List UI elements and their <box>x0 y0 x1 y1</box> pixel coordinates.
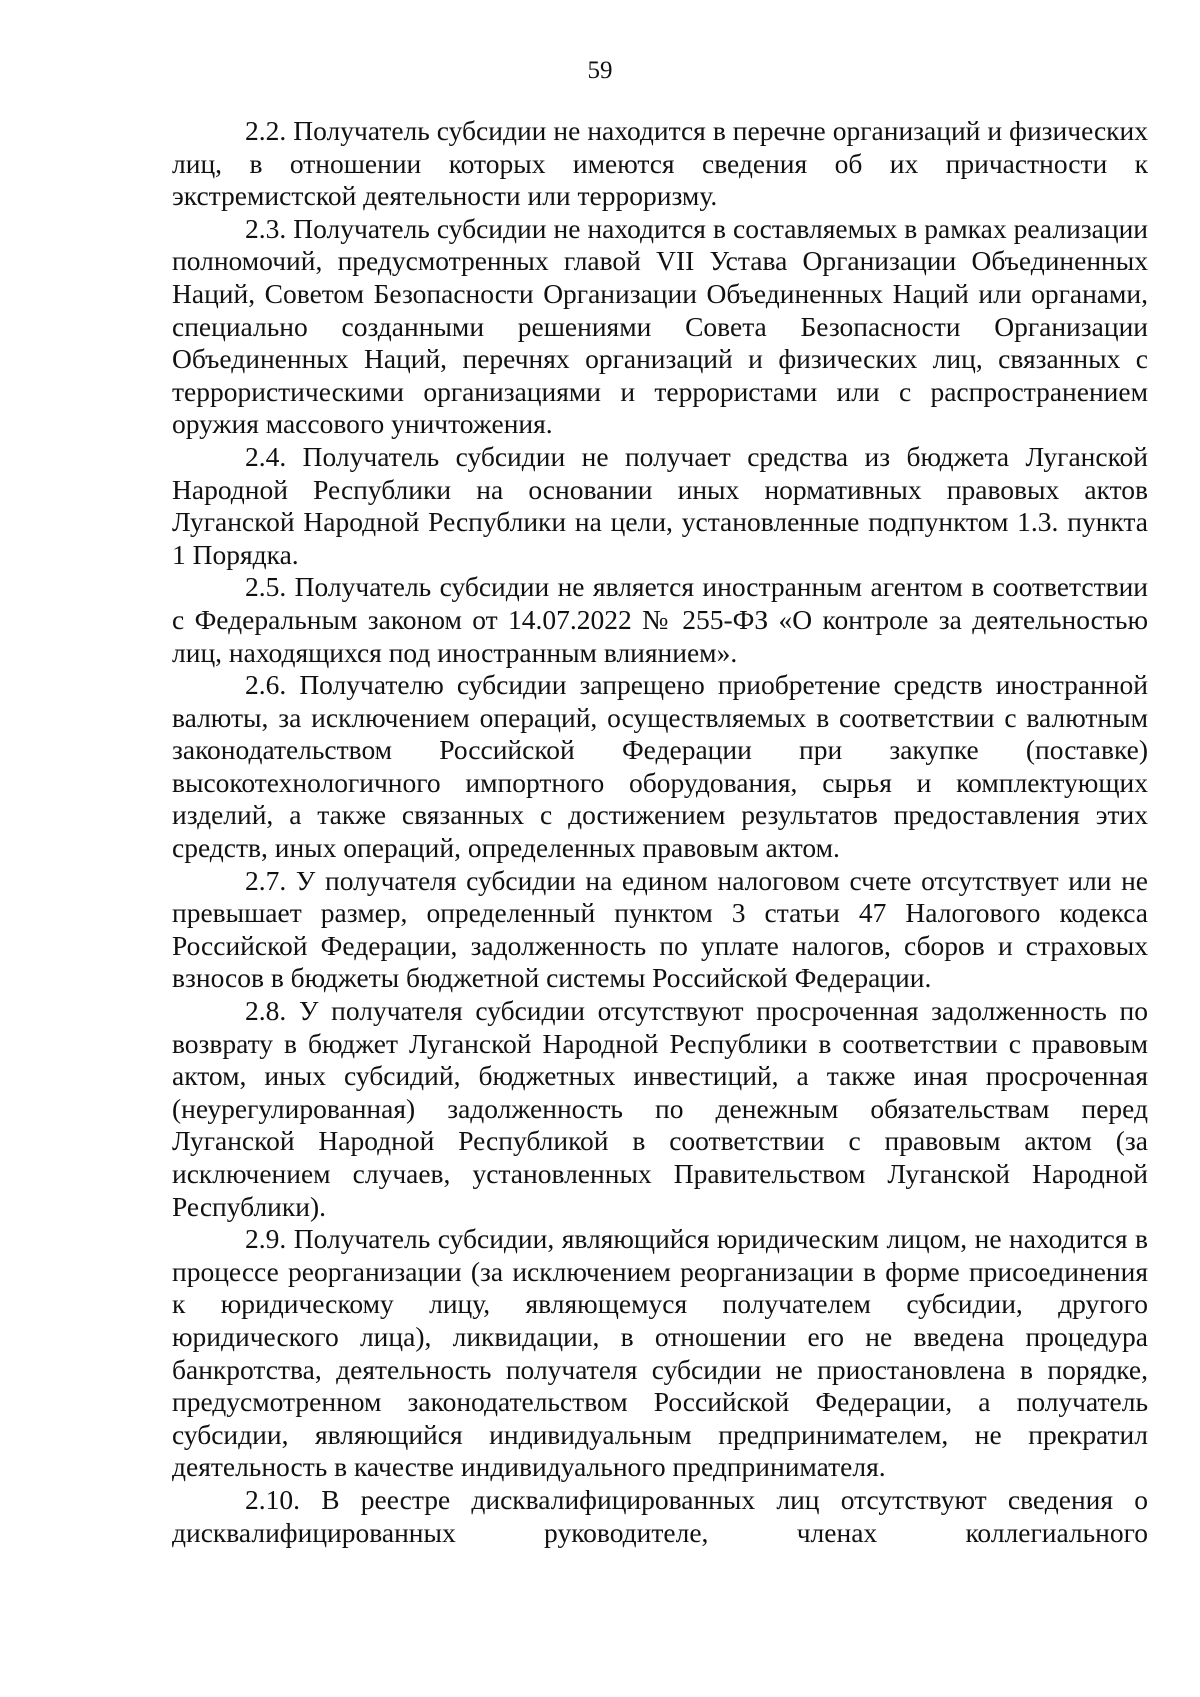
paragraph-2-5 <box>172 571 1148 669</box>
clause-text: У получателя субсидии на едином налоговом счете отсутствует или не превышает размер, определенный пунктом 3 статьи 47 Налогового кодекса Российской Федерации, задолженность по уплате налогов, сборов и страховых взносов в бюджеты бюджетной системы Российской Федерации. <box>172 864 1149 994</box>
clause-text: Получатель субсидии не получает средства из бюджета Луганской Народной Республики на основании иных нормативных правовых актов Луганской Народной Республики на цели, установленные подпунктом 1.3. пункта 1 Порядка. <box>172 440 1148 570</box>
paragraph-2-9 <box>172 1223 1148 1484</box>
clause-text: Получатель субсидии не находится в перечне организаций и физических лиц, в отношении которых имеются сведения об их причастности к экстремистской деятельности или терроризму. <box>172 115 1149 212</box>
clause-number: 2.9. <box>245 1223 287 1255</box>
paragraph-2-8 <box>172 995 1148 1223</box>
clause-number: 2.7. <box>245 864 287 896</box>
clause-text: Получатель субсидии не находится в составляемых в рамках реализации полномочий, предусмотренных главой VII Устава Организации Объединенных Наций, Советом Безопасности Организации Объединенных Наций или органами, специально созданными решениями Совета Безопасности Организации Объединенных Наций, перечнях организаций и физических лиц, связанных с террористическими организациями и террористами или с распространением оружия массового уничтожения. <box>172 212 1149 440</box>
clause-number: 2.5. <box>245 571 287 603</box>
clause-number: 2.8. <box>245 995 287 1027</box>
page-number: 59 <box>587 57 613 84</box>
paragraph-2-10 <box>172 1484 1148 1549</box>
clause-number: 2.4. <box>245 440 287 472</box>
clause-text: В реестре дисквалифицированных лиц отсутствуют сведения о дисквалифицированных руководителе, членах коллегиального <box>172 1483 1148 1548</box>
clause-text: У получателя субсидии отсутствуют просроченная задолженность по возврату в бюджет Луганской Народной Республики в соответствии с правовым актом, иных субсидий, бюджетных инвестиций, а также иная просроченная (неурегулированная) задолженность по денежным обязательствам перед Луганской Народной Республикой в соответствии с правовым актом (за исключением случаев, установленных Правительством Луганской Народной Республики). <box>172 995 1149 1222</box>
paragraph-2-6 <box>172 669 1148 865</box>
paragraph-2-7 <box>172 865 1148 995</box>
clause-text: Получатель субсидии не является иностранным агентом в соответствии с Федеральным законом от 14.07.2022 № 255-ФЗ «О контроле за деятельностью лиц, находящихся под иностранным влиянием». <box>172 571 1149 668</box>
clause-text: Получателю субсидии запрещено приобретение средств иностранной валюты, за исключением операций, осуществляемых в соответствии с валютным законодательством Российской Федерации при закупке (поставке) высокотехнологичного импортного оборудования, сырья и комплектующих изделий, а также связанных с достижением результатов предоставления этих средств, иных операций, определенных правовым актом. <box>172 669 1148 864</box>
paragraph-2-3 <box>172 213 1148 441</box>
clause-text: Получатель субсидии, являющийся юридическим лицом, не находится в процессе реорганизации (за исключением реорганизации в форме присоединения к юридическому лицу, являющемуся получателем субсидии, другого юридического лица), ликвидации, в отношении его не введена процедура банкротства, деятельность получателя субсидии не приостановлена в порядке, предусмотренном законодательством Российской Федерации, а получатель субсидии, являющийся индивидуальным предпринимателем, не прекратил деятельность в качестве индивидуального предпринимателя. <box>172 1223 1149 1483</box>
paragraph-2-4 <box>172 441 1148 571</box>
clause-number: 2.6. <box>245 669 287 701</box>
paragraph-2-2 <box>172 115 1148 213</box>
clause-number: 2.2. <box>245 115 287 146</box>
document-body <box>172 115 1148 1549</box>
clause-number: 2.10. <box>245 1483 300 1515</box>
clause-number: 2.3. <box>245 212 287 244</box>
